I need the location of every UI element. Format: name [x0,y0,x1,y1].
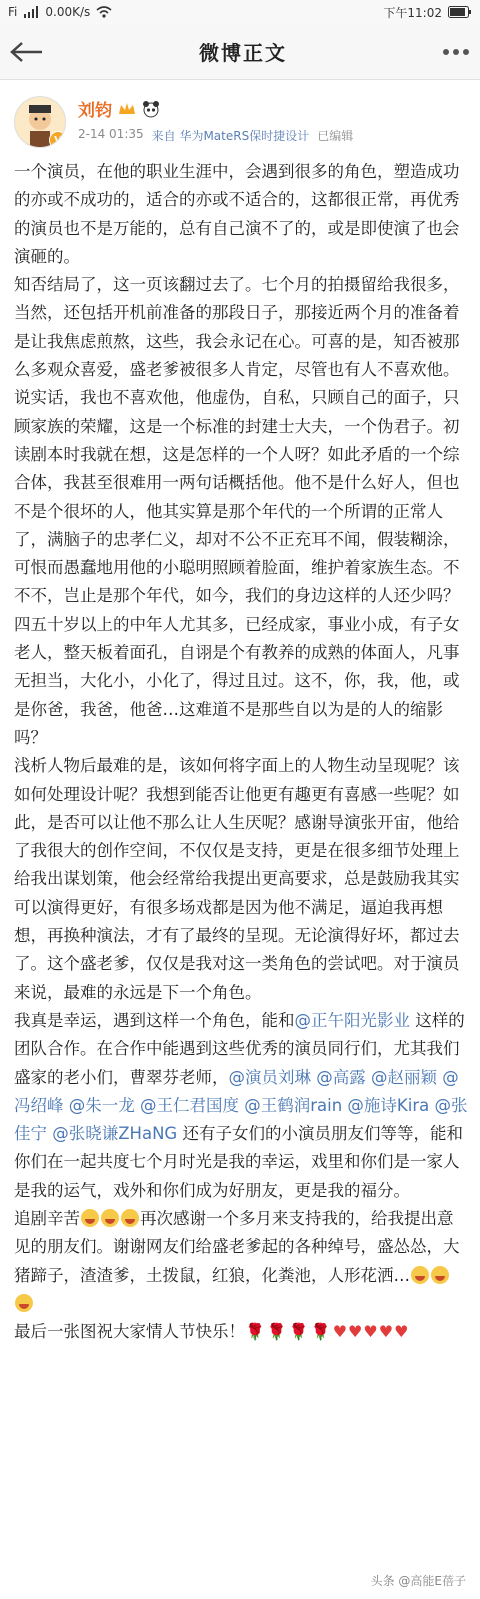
laugh-cry-emoji-icon [81,1209,99,1227]
mention-company[interactable]: @正午阳光影业 [294,1010,410,1030]
paragraph-6-text: 最后一张图祝大家情人节快乐！ [14,1322,245,1342]
heart-icon: ♥ [378,1322,394,1342]
paragraph-5-b: 再次感谢一个多月来支持我的，给我提出意见的朋友们。谢谢网友们给盛老爹起的各种绰号，盛怂怂，大猪蹄子，渣渣爹，土拨鼠，红狼，化粪池，人形花洒… [14,1208,460,1285]
rose-icon: 🌹 [266,1322,287,1342]
author-name[interactable]: 刘钧 [78,101,112,121]
battery-icon [448,6,472,18]
status-right [383,4,472,21]
name-row [78,96,466,121]
signal-icon [23,6,39,18]
laugh-cry-emoji-icon [101,1209,119,1227]
post-body [0,154,480,1346]
paragraph-4-c: 还有子女们的小演员朋友们等等，能和你们在一起共度七个月时光是我的幸运，戏里和你们是一家人是我的运气，戏外和你们成为好朋友，更是我的福分。 [14,1124,463,1200]
post-time: 2-14 01:35 [78,127,144,141]
paragraph-5-a: 追剧辛苦 [14,1208,80,1228]
laugh-cry-emoji-icon [411,1266,429,1284]
paragraph-2: 知否结局了，这一页该翻过去了。七个月的拍摄留给我很多，当然，还包括开机前准备的那段日子，那接近两个月的准备着是让我焦虑煎熬，这些，我会永记在心。可喜的是，知否被那么多观众喜爱，盛老爹被很多人肯定，尽管也有人不喜欢他。说实话，我也不喜欢他，他虚伪，自私，只顾自己的面子，只顾家族的荣耀，这是一个标准的封建士大夫，一个伪君子。初读剧本时我就在想，这是怎样的一个人呀？如此矛盾的一个综合体，我甚至很难用一两句话概括他。他不是什么好人，但也不是个很坏的人，他其实算是那个年代的一个所谓的正常人了，满脑子的忠孝仁义，却对不公不正充耳不闻，假装糊涂，可恨而愚蠢地用他的小聪明照顾着脸面，维护着家族生态。不不不，岂止是那个年代，如今，我们的身边这样的人还少吗？四五十岁以上的中年人尤其多，已经成家，事业小成，有子女老人，整天板着面孔，自诩是个有教养的成熟的体面人，凡事无担当，大化小，小化了，得过且过。这不，你，我，他，或是你爸，我爸，他爸…这难道不是那些自以为是的人的缩影吗？ [14,275,460,747]
post-meta [78,96,466,144]
rose-icon: 🌹 [310,1322,331,1342]
back-arrow-icon[interactable] [10,41,44,63]
avatar[interactable] [14,96,66,148]
watermark-text: 头条 @高能E蓓子 [370,1574,466,1588]
edited-label: 已编辑 [317,129,354,143]
page-title: 微博正文 [199,41,287,65]
laugh-cry-emoji-icon [15,1294,33,1312]
laugh-cry-emoji-icon [431,1266,449,1284]
panda-icon [142,100,160,118]
paragraph-5 [14,1205,468,1318]
carrier-label: Fi [8,5,18,19]
watermark [367,1570,470,1591]
wifi-icon [96,6,112,18]
paragraph-6 [14,1318,468,1346]
vip-crown-icon [118,101,136,117]
heart-icon: ♥ [332,1322,348,1342]
paragraph-4 [14,1007,468,1205]
laugh-cry-emoji-icon [121,1209,139,1227]
paragraph-4-b: 这样的团队合作。在合作中能遇到这些优秀的演员同行们，尤其我们盛家的老小们，曹翠芬老师， [14,1010,465,1087]
paragraph-3: 浅析人物后最难的是，该如何将字面上的人物生动呈现呢？该如何处理设计呢？我想到能否让他更有趣更有喜感一些呢？如此，是否可以让他不那么让人生厌呢？感谢导演张开宙，他给了我很大的创作空间，不仅仅是支持，更是在很多细节处理上给我出谋划策，他会经常给我提出更高要求，总是鼓励我其实可以演得更好，有很多场戏都是因为他不满足，逼迫我再想想，再换种演法，才有了最终的呈现。无论演得好坏，都过去了。这个盛老爹，仅仅是我对这一类角色的尝试吧。对于演员来说，最难的永远是下一个角色。 [14,756,460,1002]
heart-icon: ♥ [363,1322,378,1342]
status-left [8,5,112,19]
nav-header [0,24,480,80]
paragraph-1: 一个演员，在他的职业生涯中，会遇到很多的角色，塑造成功的亦或不成功的，适合的亦或不适合的，这都很正常，再优秀的演员也不是万能的，总有自己演不了的，或是即使演了也会演砸的。 [14,162,460,266]
verified-badge-icon: V [49,131,66,148]
rose-icon: 🌹 [245,1322,265,1342]
more-dots-icon[interactable] [442,48,470,56]
heart-icon: ♥ [394,1322,409,1342]
clock: 下午11:02 [383,5,442,20]
status-bar [0,0,480,24]
paragraph-4-a: 我真是幸运，遇到这样一个角色，能和 [14,1010,295,1030]
mention-actors[interactable]: @演员刘琳 @高露 @赵丽颖 @冯绍峰 @朱一龙 @王仁君国度 @王鹤润rain @施诗Kira @张佳宁 @张晓谦ZHaNG [14,1067,468,1144]
post-header [0,80,480,154]
heart-icon: ♥ [348,1322,363,1342]
network-speed: 0.00K/s [45,5,91,19]
post-source: 来自 华为MateRS保时捷设计 [151,129,310,143]
time-row [78,127,466,144]
rose-icon: 🌹 [288,1322,309,1342]
